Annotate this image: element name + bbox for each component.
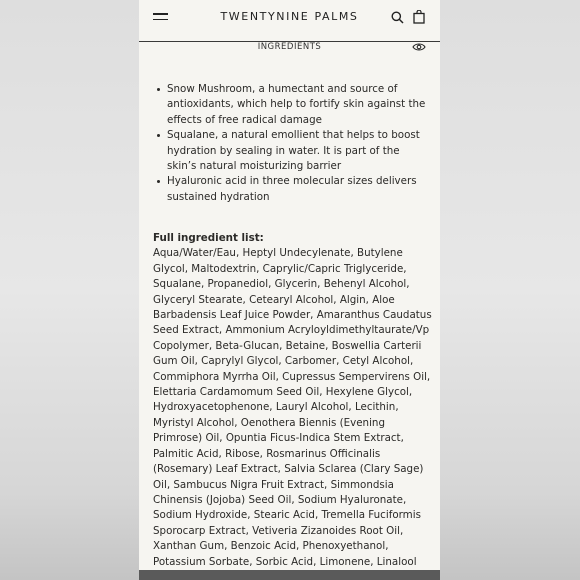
full-list-text: Aqua/Water/Eau, Heptyl Undecylenate, Butylene Glycol, Maltodextrin, Caprylic/Capric Triglyceride, Squalane, Propanediol, Glycerin, Behenyl Alcohol, Glyceryl Stearate, Cetearyl Alcohol, Algin, Aloe Barbadensis Leaf Juice Powder, Amaranthus Caudatus Seed Extract, Ammonium Acryloyldimethyltaurate/Vp Copolymer, Beta-Glucan, Betaine, Boswellia Carterii Gum Oil, Caprylyl Glycol, Carbomer, Cetyl Alcohol, Commiphora Myrrha Oil, Cupressus Sempervirens Oil, Elettaria Cardamomum Seed Oil, Hexylene Glycol, Hydroxyacetophenone, Lauryl Alcohol, Lecithin, Myristyl Alcohol, Oenothera Biennis (Evening Primrose) Oil, Opuntia Ficus-Indica Stem Extract, Palmitic Acid, Ribose, Rosmarinus Officinalis (Rosemary) Leaf Extract, Salvia Sclarea (Clary Sage) Oil, Sambucus Nigra Fruit Extract, Simmondsia Chinensis (Jojoba) Seed Oil, Sodium Hyaluronate, Sodium Hydroxide, Stearic Acid, Tremella Fuciformis Sporocarp Extract, Vetiveria Zizanoides Root Oil, Xanthan Gum, Benzoic Acid, Phenoxyethanol, Potassium Sorbate, Sorbic Acid, Limonene, Linalool	[153, 247, 432, 568]
list-item: Squalane, a natural emollient that helps to boost hydration by sealing in water. It is part of the skin’s natural moisturizing barrier	[157, 128, 428, 174]
brand-logo[interactable]: TWENTYNINE PALMS	[220, 10, 359, 23]
list-item: Hyaluronic acid in three molecular sizes delivers sustained hydration	[157, 174, 428, 205]
ingredients-section-header[interactable]	[139, 42, 440, 56]
phone-screen	[139, 0, 440, 580]
eye-icon[interactable]	[412, 42, 426, 52]
blurred-backdrop-left	[0, 0, 139, 580]
key-ingredients-list	[139, 82, 440, 205]
ingredients-content	[139, 82, 440, 205]
list-item: Snow Mushroom, a humectant and source of antioxidants, which help to fortify skin against the effects of free radical damage	[157, 82, 428, 128]
full-list-label: Full ingredient list:	[153, 232, 264, 244]
shopping-bag-icon[interactable]	[413, 10, 425, 24]
bottom-edge-bar	[139, 570, 440, 580]
search-icon[interactable]	[391, 11, 404, 24]
top-navigation-bar	[139, 0, 440, 42]
full-ingredient-list	[153, 231, 433, 570]
blurred-backdrop-right	[440, 0, 580, 580]
section-title: INGREDIENTS	[257, 42, 322, 52]
